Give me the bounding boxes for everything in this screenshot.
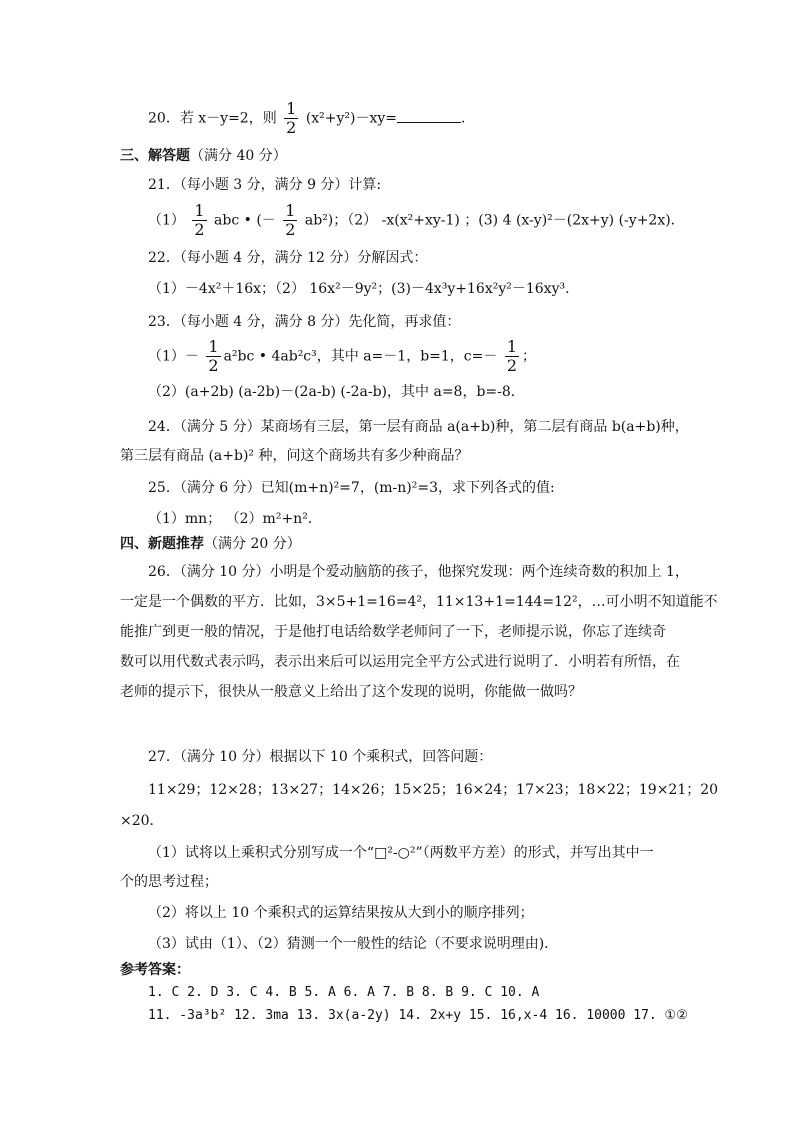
q23-item-2: （2）(a+2b) (a-2b)－(2a-b) (-2a-b)，其中 a=8，b=-8． bbox=[148, 384, 525, 400]
q20: 20．若 x－y=2，则 $\frac{1}{2}$ (x²+y²)－xy= ． bbox=[148, 99, 476, 137]
q26-line-1: 26．（满分 10 分）小明是个爱动脑筋的孩子，他探究发现：两个连续奇数的积加上 1， bbox=[148, 564, 689, 580]
q25-line-1: 25．（满分 6 分）已知(m+n)²=7，(m-n)²=3，求下列各式的值: bbox=[148, 480, 555, 496]
fraction-half: $\frac{1}{2}$ bbox=[194, 201, 205, 239]
section-3-heading: 三、解答题（满分 40 分） bbox=[120, 148, 287, 164]
q27-head: 27．（满分 10 分）根据以下 10 个乘积式，回答问题： bbox=[148, 749, 493, 765]
q27-products-2: ×20． bbox=[120, 813, 164, 829]
q27-sub-1a: （1）试将以上乘积式分别写成一个“□²-○²”（两数平方差）的形式，并写出其中一 bbox=[148, 845, 654, 861]
answers-row-1: 1. C 2. D 3. C 4. B 5. A 6. A 7. B 8. B 9. C 10. A bbox=[148, 985, 540, 1000]
q26-line-5: 老师的提示下，很快从一般意义上给出了这个发现的说明，你能做一做吗？ bbox=[120, 684, 582, 700]
section-4-heading: 四、新题推荐（满分 20 分） bbox=[120, 536, 301, 552]
q26-line-2: 一定是一个偶数的平方．比如，3×5+1=16=4²，11×13+1=144=12²，…可小明不知道能不 bbox=[120, 594, 718, 610]
answers-title: 参考答案： bbox=[120, 962, 190, 978]
q23-head: 23．（每小题 4 分，满分 8 分）先化简，再求值： bbox=[148, 314, 461, 330]
fraction-half: $\frac{1}{2}$ bbox=[286, 99, 297, 137]
q22-items: （1）－4x²＋16x；（2） 16x²－9y²；(3)－4x³y+16x²y²－16xy³． bbox=[148, 281, 580, 297]
q24-line-1: 24．（满分 5 分）某商场有三层，第一层有商品 a(a+b)种，第二层有商品 b(a+b)种， bbox=[148, 419, 689, 435]
answers-row-2: 11. -3a³b² 12. 3ma 13. 3x(a-2y) 14. 2x+y 15. 16,x-4 16. 10000 17. ①② bbox=[148, 1008, 688, 1023]
q25-line-2: （1）mn； （2）m²+n²． bbox=[148, 511, 322, 527]
q23-item-1: （1）－ $\frac{1}{2}$ a²bc • 4ab²c³，其中 a=－1，b=1，c=－ $\frac{1}{2}$ ； bbox=[148, 337, 537, 375]
q26-line-3: 能推广到更一般的情况，于是他打电话给数学老师问了一下，老师提示说，你忘了连续奇 bbox=[120, 624, 666, 640]
answer-blank bbox=[397, 108, 461, 123]
q27-products-1: 11×29；12×28；13×27；14×26；15×25；16×24；17×23；18×22；19×21；20 bbox=[148, 782, 719, 798]
q27-sub-1b: 个的思考过程； bbox=[120, 874, 218, 890]
q21-head: 21．（每小题 3 分，满分 9 分）计算: bbox=[148, 177, 382, 193]
q24-line-2: 第三层有商品 (a+b)² 种，问这个商场共有多少种商品？ bbox=[120, 448, 469, 464]
q27-sub-3: （3）试由（1）、（2）猜测一个一般性的结论（不要求说明理由)． bbox=[148, 936, 559, 952]
q22-head: 22．（每小题 4 分，满分 12 分）分解因式： bbox=[148, 250, 428, 266]
fraction-half: $\frac{1}{2}$ bbox=[285, 201, 296, 239]
q26-line-4: 数可以用代数式表示吗，表示出来后可以运用完全平方公式进行说明了．小明若有所悟，在 bbox=[120, 654, 680, 670]
q27-sub-2: （2）将以上 10 个乘积式的运算结果按从大到小的顺序排列； bbox=[148, 905, 534, 921]
q21-items: （1） $\frac{1}{2}$ abc • (－ $\frac{1}{2}$ ab²)；（2） -x(x²+xy-1) ；(3) 4 (x-y)²－(2x+y) (-y+2x)． bbox=[148, 201, 685, 239]
fraction-half: $\frac{1}{2}$ bbox=[506, 337, 518, 375]
fraction-half: $\frac{1}{2}$ bbox=[208, 337, 219, 375]
